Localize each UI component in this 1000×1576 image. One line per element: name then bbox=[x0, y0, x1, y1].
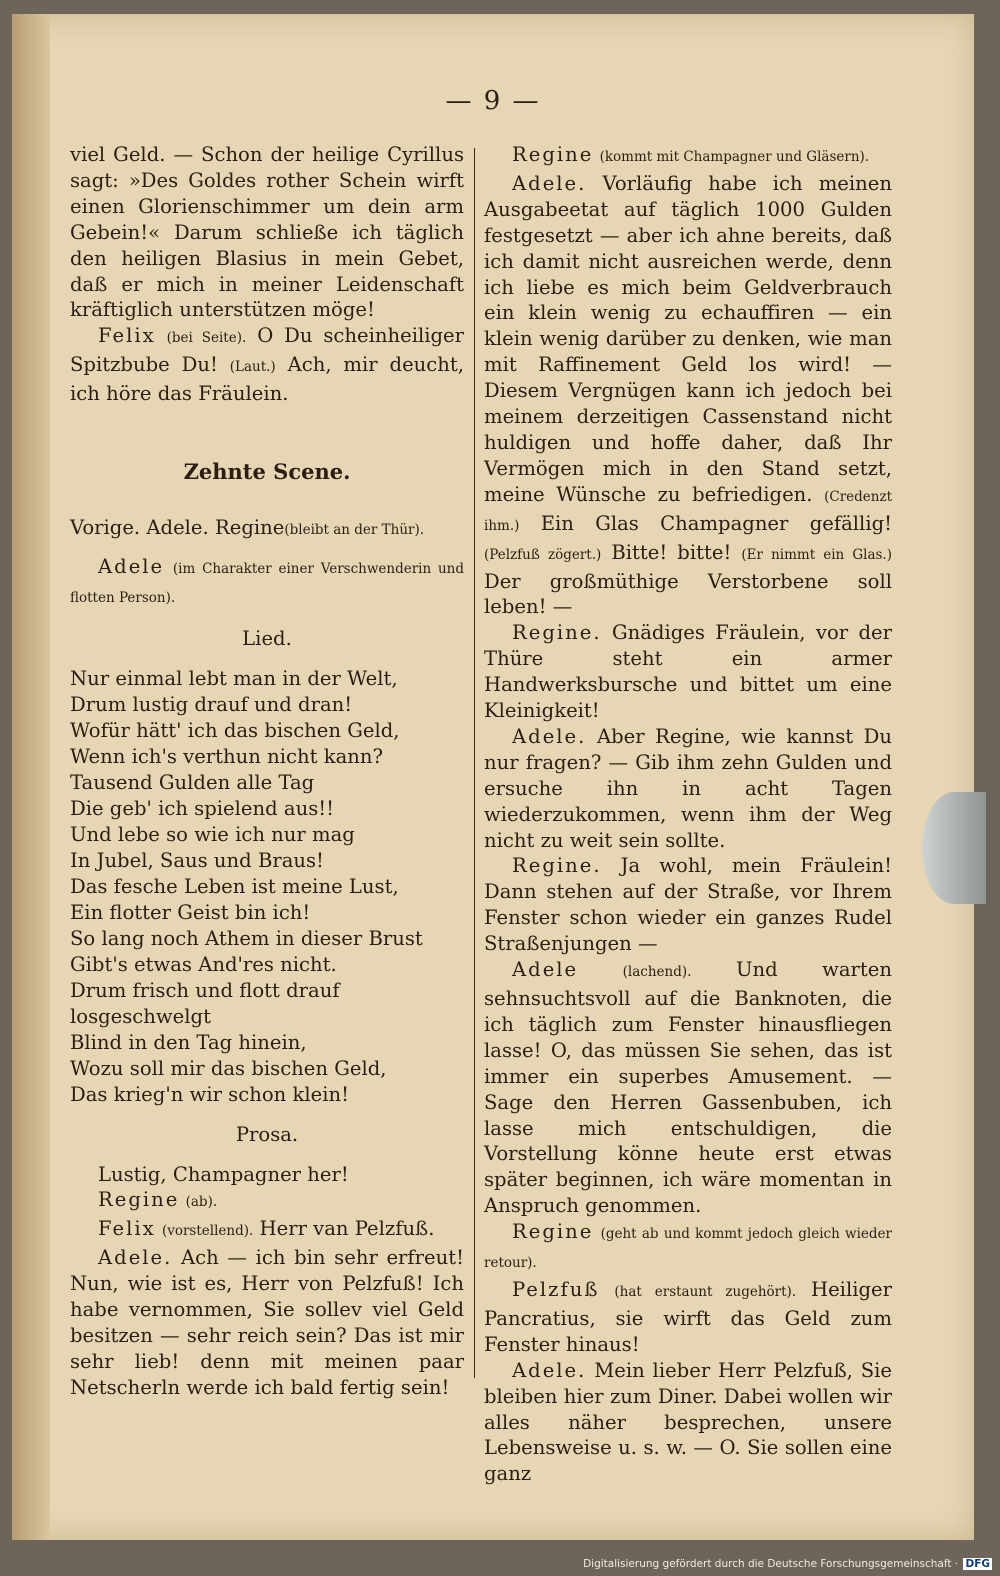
song-line: So lang noch Athem in dieser Brust bbox=[70, 926, 423, 950]
dialogue-adele bbox=[70, 1245, 464, 1400]
stage-direction: (vorstellend). bbox=[161, 1223, 254, 1240]
prosa-heading: Prosa. bbox=[235, 1122, 299, 1146]
scene-heading: Zehnte Scene. bbox=[183, 459, 351, 485]
speaker-name: Regine bbox=[98, 1188, 180, 1212]
song-line: Wofür hätt' ich das bischen Geld, bbox=[70, 718, 400, 742]
song-line: Nur einmal lebt man in der Welt, bbox=[70, 666, 398, 690]
page-number: — 9 — bbox=[445, 86, 541, 116]
song-line: Ein flotter Geist bin ich! bbox=[70, 900, 311, 924]
dialogue-text: Der großmüthige Verstorbene soll leben! — bbox=[484, 569, 892, 619]
column-divider bbox=[474, 148, 475, 1378]
song-line: Tausend Gulden alle Tag bbox=[70, 770, 315, 794]
dialogue-regine bbox=[484, 1219, 892, 1277]
dialogue-felix bbox=[70, 323, 464, 407]
cast-line bbox=[70, 515, 464, 544]
speaker-name: Adele bbox=[512, 958, 579, 982]
credit-text: Digitalisierung gefördert durch die Deutsche Forschungsgemeinschaft bbox=[583, 1558, 952, 1570]
speaker-name: Regine. bbox=[512, 621, 602, 645]
dialogue-text: Mein lieber Herr Pelzfuß, Sie bleiben hier zum Diner. Dabei wollen wir alles näher besprechen, unsere Lebensweise u. s. w. — O. Sie sollen eine ganz bbox=[484, 1358, 892, 1486]
song-line: Blind in den Tag hinein, bbox=[70, 1030, 307, 1054]
prosa-line: Lustig, Champagner her! bbox=[98, 1162, 349, 1186]
speaker-name: Felix bbox=[98, 1217, 156, 1241]
dialogue-pelzfuss bbox=[484, 1277, 892, 1358]
dialogue-adele bbox=[70, 554, 464, 612]
stage-direction: (bei Seite). bbox=[166, 330, 247, 347]
book-spine-edge bbox=[12, 14, 50, 1540]
dialogue-text: Bitte! bitte! bbox=[611, 540, 732, 564]
stage-direction: (Credenzt ihm.) bbox=[484, 488, 892, 534]
speaker-name: Adele. bbox=[512, 724, 587, 748]
speaker-name: Regine bbox=[512, 1220, 594, 1244]
dialogue-text: Ein Glas Champagner gefällig! bbox=[540, 511, 892, 535]
dfg-logo: DFG bbox=[965, 1558, 990, 1570]
stage-direction: (im Charakter einer Verschwenderin und flotten Person). bbox=[70, 560, 464, 606]
dialogue-text: Vorläufig habe ich meinen Ausgabeetat auf täglich 1000 Gulden festgesetzt — aber ich ahne bereits, daß ich damit nicht ausreichen werde, denn ich liebe es mich beim Geldverbrauch ein klein wenig zu echauffiren — ein klein wenig darüber zu denken, wie man mit Raffinement Geld los wird! — Diesem Vergnügen kann ich jedoch bei meinem derzeitigen Cassenstand nicht huldigen und hoffe daher, daß Ihr Vermögen mich in den Stand setzt, meine Wünsche zu befriedigen. bbox=[484, 171, 893, 506]
dialogue-felix bbox=[70, 1216, 464, 1245]
dialogue-text: Ach — ich bin sehr erfreut! Nun, wie ist es, Herr von Pelzfuß! Ich habe vernommen, Sie sollev viel Geld besitzen — sehr reich sein? Das ist mir sehr lieb! denn mit meinen paar Netscherln werde ich bald fertig sein! bbox=[70, 1246, 464, 1399]
stage-direction: (geht ab und kommt jedoch gleich wieder retour). bbox=[484, 1226, 892, 1272]
paragraph: viel Geld. — Schon der heilige Cyrillus sagt: »Des Goldes rother Schein wirft einen Glorienschimmer um dein arm Gebein!« Darum schließe ich täglich den heiligen Blasius in mein Gebet, daß er mich in meiner Leidenschaft kräftiglich unterstützen möge! bbox=[70, 143, 464, 322]
dialogue-adele bbox=[484, 1358, 892, 1488]
stage-direction: (hat erstaunt zugehört). bbox=[614, 1283, 797, 1300]
speaker-name: Regine. bbox=[512, 854, 602, 878]
song-line: Drum lustig drauf und dran! bbox=[70, 692, 353, 716]
dialogue-text: Ach, mir deucht, ich höre das Fräulein. bbox=[70, 353, 464, 406]
book-page bbox=[12, 14, 974, 1540]
digitization-credit: Digitalisierung gefördert durch die Deutsche Forschungsgemeinschaft · DFG bbox=[583, 1558, 990, 1570]
dialogue-adele bbox=[484, 957, 892, 1219]
dialogue-text: Heiliger Pancratius, sie wirft das Geld zum Fenster hinaus! bbox=[484, 1277, 892, 1356]
speaker-name: Regine bbox=[512, 143, 594, 166]
stage-direction: (ab). bbox=[185, 1194, 218, 1211]
stage-direction: (Er nimmt ein Glas.) bbox=[741, 546, 892, 563]
song-line: Wenn ich's verthun nicht kann? bbox=[70, 744, 384, 768]
dialogue-text: Aber Regine, wie kannst Du nur fragen? — Gib ihm zehn Gulden und ersuche ihn in acht Tagen wiederzukommen, wenn ihm der Weg nicht zu weit sein sollte. bbox=[484, 724, 893, 852]
page-tab-marker bbox=[922, 792, 986, 904]
dialogue-text: Gnädiges Fräulein, vor der Thüre steht ein armer Handwerksbursche und bittet um eine Kleinigkeit! bbox=[484, 621, 892, 723]
right-text-column bbox=[484, 142, 892, 1487]
dialogue-regine bbox=[484, 853, 892, 957]
dialogue-regine bbox=[484, 620, 892, 724]
stage-direction: (Pelzfuß zögert.) bbox=[484, 546, 602, 563]
dialogue-adele bbox=[484, 724, 892, 854]
song-line: Gibt's etwas And'res nicht. bbox=[70, 952, 337, 976]
song-line: In Jubel, Saus und Braus! bbox=[70, 848, 324, 872]
stage-direction: (Laut.) bbox=[229, 359, 276, 376]
song-heading: Lied. bbox=[242, 626, 292, 650]
stage-direction: (bleibt an der Thür). bbox=[284, 521, 425, 538]
dialogue-text: Herr van Pelzfuß. bbox=[259, 1217, 435, 1241]
stage-direction: (lachend). bbox=[622, 964, 692, 981]
speaker-name: Adele. bbox=[512, 1358, 587, 1382]
song-line: Und lebe so wie ich nur mag bbox=[70, 822, 355, 846]
song-line: Das krieg'n wir schon klein! bbox=[70, 1082, 349, 1106]
song-line: Die geb' ich spielend aus!! bbox=[70, 796, 334, 820]
cast-names: Vorige. Adele. Regine bbox=[70, 515, 285, 539]
dialogue-regine bbox=[70, 1187, 464, 1216]
song-line: Das fesche Leben ist meine Lust, bbox=[70, 874, 399, 898]
speaker-name: Felix bbox=[98, 324, 156, 348]
stage-direction: (kommt mit Champagner und Gläsern). bbox=[599, 149, 870, 165]
song-line: Wozu soll mir das bischen Geld, bbox=[70, 1056, 387, 1080]
speaker-name: Adele bbox=[98, 554, 165, 578]
song-line: Drum frisch und flott drauf losgeschwelgt bbox=[70, 978, 340, 1028]
speaker-name: Adele. bbox=[98, 1246, 173, 1270]
dialogue-text: O Du scheinheiliger Spitzbube Du! bbox=[70, 324, 464, 377]
dialogue-text: Und warten sehnsuchtsvoll auf die Banknoten, die ich täglich zum Fenster hinausfliegen lasse! O, das müssen Sie sehen, das ist immer ein superbes Amusement. — Sage den Herren Gassenbuben, ich lasse mich entschuldigen, die Vorstellung könne heute erst etwas später beginnen, ich wäre momentan in Anspruch genommen. bbox=[484, 958, 893, 1218]
speaker-name: Pelzfuß bbox=[512, 1277, 600, 1301]
song-verses bbox=[70, 666, 464, 1108]
dialogue-adele bbox=[484, 171, 892, 620]
dialogue-regine bbox=[484, 142, 892, 171]
left-text-column bbox=[70, 142, 464, 1401]
speaker-name: Adele. bbox=[512, 171, 587, 195]
dialogue-text: Ja wohl, mein Fräulein! Dann stehen auf der Straße, vor Ihrem Fenster schon wieder ein ganzes Rudel Straßenjungen — bbox=[484, 854, 892, 956]
